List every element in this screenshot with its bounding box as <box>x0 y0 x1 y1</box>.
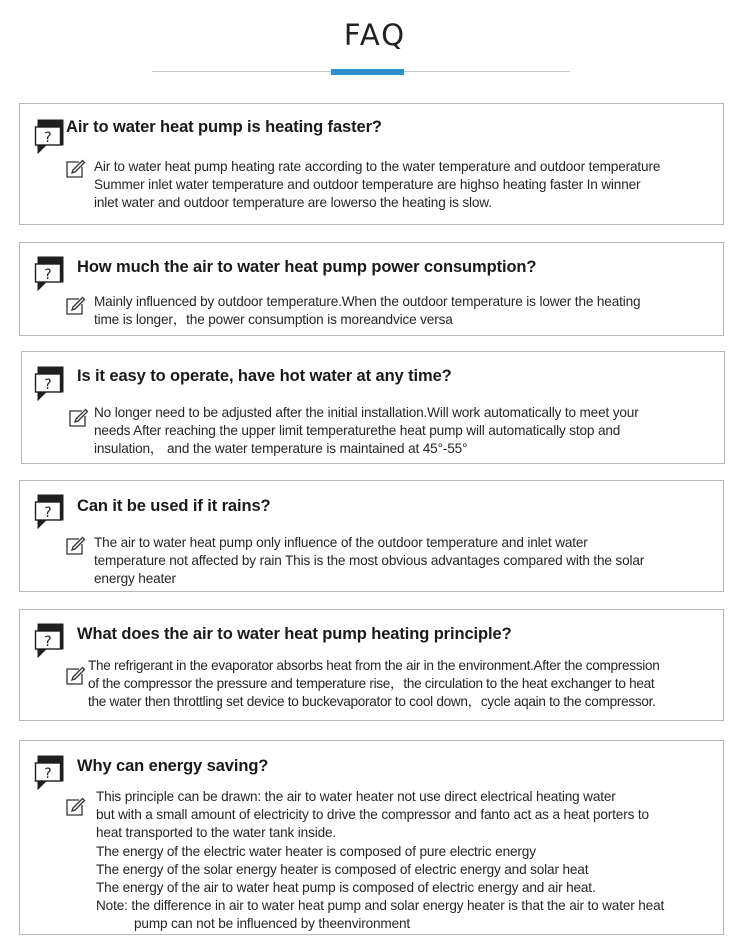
svg-text:?: ? <box>44 766 52 782</box>
svg-text:?: ? <box>44 505 52 521</box>
question-bubble-icon <box>34 493 64 529</box>
question-bubble-icon <box>34 365 64 401</box>
faq-question: Can it be used if it rains? <box>77 497 271 515</box>
answer-line: Summer inlet water temperature and outdoor temperature are highso heating faster In winner <box>94 177 641 193</box>
answer-line: insulation， and the water temperature is maintained at 45°-55° <box>94 441 468 457</box>
answer-line: energy heater <box>94 571 176 587</box>
question-bubble-icon <box>34 754 64 790</box>
answer-line: Note: the difference in air to water heat pump and solar energy heater is that the air to water heat <box>96 898 665 914</box>
faq-card-4 <box>19 480 724 592</box>
answer-line: the water then throttling set device to buckevaporator to cool down，cycle aqain to the compressor. <box>88 694 656 710</box>
faq-answer <box>96 788 664 934</box>
answer-line: heat transported to the water tank inside. <box>96 825 337 841</box>
svg-text:?: ? <box>44 130 52 146</box>
faq-question: Why can energy saving? <box>77 757 269 775</box>
answer-line: The refrigerant in the evaporator absorbs heat from the air in the environment.After the compression <box>88 658 660 673</box>
faq-question: Air to water heat pump is heating faster? <box>66 118 382 136</box>
answer-line: Mainly influenced by outdoor temperature.When the outdoor temperature is lower the heating <box>94 294 641 309</box>
svg-text:?: ? <box>44 634 52 650</box>
faq-question: Is it easy to operate, have hot water at any time? <box>77 367 452 385</box>
faq-card-2 <box>19 242 724 336</box>
faq-card-5 <box>19 609 724 721</box>
answer-line: pump can not be influenced by theenvironment <box>134 916 411 932</box>
answer-line: The air to water heat pump only influence of the outdoor temperature and inlet water <box>94 535 588 550</box>
answer-line: The energy of the solar energy heater is composed of electric energy and solar heat <box>96 861 589 877</box>
pencil-note-icon <box>64 158 86 180</box>
faq-question: What does the air to water heat pump heating principle? <box>77 625 512 643</box>
faq-question: How much the air to water heat pump power consumption? <box>77 258 537 276</box>
pencil-note-icon <box>64 796 86 818</box>
answer-line: Air to water heat pump heating rate according to the water temperature and outdoor temperature <box>94 159 661 174</box>
answer-line: time is longer，the power consumption is moreandvice versa <box>94 312 453 328</box>
answer-line: but with a small amount of electricity to drive the compressor and fanto act as a heat porters to <box>96 807 649 823</box>
answer-line: inlet water and outdoor temperature are lowerso the heating is slow. <box>94 195 492 211</box>
svg-text:?: ? <box>44 377 52 393</box>
answer-line: The energy of the electric water heater is composed of pure electric energy <box>96 843 536 859</box>
faq-answer <box>88 657 659 712</box>
answer-line: temperature not affected by rain This is the most obvious advantages compared with the solar <box>94 553 645 569</box>
faq-card-1 <box>19 103 724 225</box>
pencil-note-icon <box>64 295 86 317</box>
faq-answer <box>94 293 640 329</box>
answer-line: This principle can be drawn: the air to water heater not use direct electrical heating water <box>96 789 616 804</box>
pencil-note-icon <box>64 665 86 687</box>
faq-header <box>0 0 750 80</box>
page-title: FAQ <box>343 18 407 52</box>
svg-text:?: ? <box>44 267 52 283</box>
answer-line: of the compressor the pressure and temperature rise，the circulation to the heat exchanger to heat <box>88 676 655 692</box>
answer-line: needs After reaching the upper limit temperaturethe heat pump will automatically stop and <box>94 423 621 439</box>
faq-card-3 <box>21 351 725 464</box>
answer-line: The energy of the air to water heat pump is composed of electric energy and air heat. <box>96 880 596 896</box>
faq-answer <box>94 534 644 589</box>
title-accent-bar <box>331 69 404 75</box>
faq-answer <box>94 404 639 459</box>
pencil-note-icon <box>64 535 86 557</box>
faq-answer <box>94 158 660 213</box>
question-bubble-icon <box>34 622 64 658</box>
answer-line: No longer need to be adjusted after the initial installation.Will work automatically to meet your <box>94 405 639 420</box>
pencil-note-icon <box>67 407 89 429</box>
question-bubble-icon <box>34 118 64 154</box>
faq-card-6 <box>19 740 724 935</box>
question-bubble-icon <box>34 255 64 291</box>
